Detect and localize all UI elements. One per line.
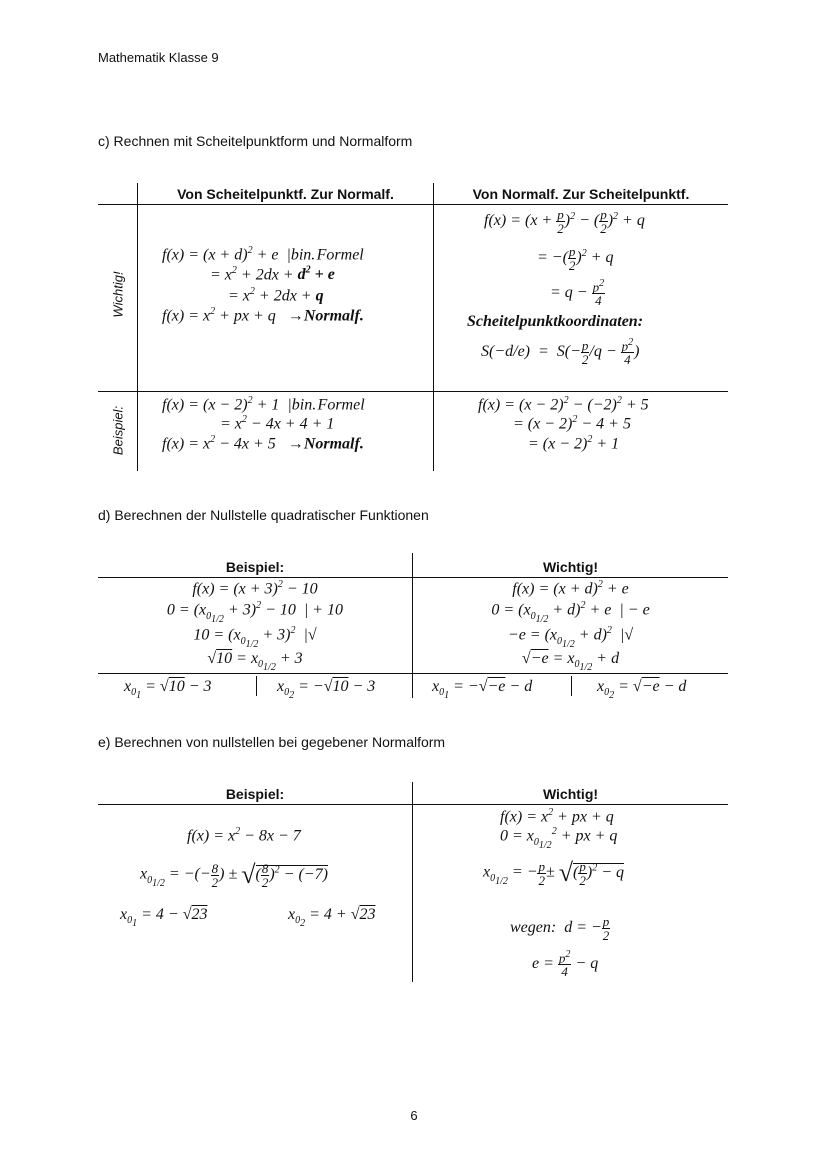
formula-line: $f(x) = x^2 - 4x + 5$ →Normalf. [162, 434, 364, 453]
page-header: Mathematik Klasse 9 [98, 50, 219, 65]
formula-line: = $(x - 2)^2 + 1$ [528, 434, 620, 453]
formula-line: $x_{0_2} = 4 + √23$ [288, 906, 376, 930]
formula-line: = q − $\frac{p^2}{4}$ [550, 278, 605, 309]
table-d-col2-header: Wichtig! [542, 559, 599, 575]
formula-line: $f(x) = (x + d)^2 + e$ [512, 579, 629, 598]
table-c-label-column-line [137, 183, 138, 471]
formula-line: S(−d/e) = S(− $\frac{p}{2}$ /q − $\frac{p^2}{4}$ ) [481, 337, 640, 368]
formula-line: $f(x) = x^2$ + px + q →Normalf. [162, 306, 364, 325]
result-x02: $x_{0_2} = √-e - d$ [597, 678, 687, 702]
formula-line: $-e = (x_{0_{1/2}} + d)^2$ |√ [507, 625, 634, 650]
formula-line: = $x^2 + 2dx + q$ [228, 286, 324, 305]
row-label-wichtig: Wichtig! [110, 271, 126, 318]
section-d-title: d) Berechnen der Nullstelle quadratischer Funktionen [98, 507, 429, 523]
section-c-title: c) Rechnen mit Scheitelpunktform und Normalform [98, 133, 413, 149]
formula-line: f(x) = (x + $\frac{p}{2}$ )$^2$ − ( $\frac{p}{2}$ )$^2$ + q [484, 207, 645, 236]
scheitelpunkt-label: Scheitelpunktkoordinaten: [467, 313, 644, 330]
result-divider [571, 676, 572, 696]
formula-line: $f(x) = (x - 2)^2 + 1$ |bin. Formel [162, 395, 365, 414]
table-c-header-line [98, 204, 728, 205]
section-e-title: e) Berechnen von nullstellen bei gegebener Normalform [98, 734, 446, 750]
formula-line: $0 = (x_{0_{1/2}} + 3)^2 - 10$ | + 10 [166, 600, 344, 625]
formula-line: e = $\frac{p^2}{4}$ − q [532, 949, 599, 980]
formula-line: $f(x) = (x - 2)^2 - (-2)^2 + 5$ [478, 395, 649, 414]
formula-line: $f(x) = (x + 3)^2 - 10$ [192, 579, 318, 598]
formula-line: = $x^2 + 2dx + d^2 + e$ [210, 265, 335, 284]
formula-line: $f(x) = x^2$ + px + q [500, 807, 614, 826]
table-e-col2-header: Wichtig! [542, 786, 599, 802]
table-c-col2-header: Von Normalf. Zur Scheitelpunktf. [472, 186, 690, 202]
formula-line: = $(x - 2)^2 - 4 + 5$ [513, 414, 631, 433]
table-c-column-line [433, 183, 434, 471]
result-x01: $x_{0_1} = √10 - 3$ [124, 678, 212, 702]
table-d-col1-header: Beispiel: [225, 559, 285, 575]
formula-line: $√-e = x_{0_{1/2}} + d$ [521, 650, 620, 674]
formula-line: $0 = (x_{0_{1/2}} + d)^2 + e$ | − e [491, 600, 650, 625]
page-number: 6 [410, 1108, 418, 1123]
table-d-header-line [98, 577, 728, 578]
result-x01: $x_{0_1} = -√-e - d$ [432, 678, 533, 702]
formula-line: $√10 = x_{0_{1/2}} + 3$ [207, 650, 303, 674]
formula-line: $x_{0_{1/2}}$ = −(− $\frac{8}{2}$ ) ± √( $\frac{8}{2}$ )$^2$ − (−7) [140, 860, 328, 890]
formula-line: $0 = x_{0_{1/2}}^2$ + px + q [500, 826, 618, 851]
result-x02: $x_{0_2} = -√10 - 3$ [277, 678, 376, 702]
formula-line: $x_{0_1} = 4 - √23$ [120, 906, 208, 930]
table-c-col1-header: Von Scheitelpunktf. Zur Normalf. [177, 186, 394, 202]
table-c-row-divider [98, 391, 728, 392]
formula-line: $f(x) = x^2 - 8x - 7$ [187, 826, 301, 845]
formula-line: $f(x) = (x + d)^2 + e$ |bin. Formel [162, 245, 364, 264]
formula-line: wegen: d = − $\frac{p}{2}$ [510, 914, 610, 943]
result-divider [256, 676, 257, 696]
formula-line: $x_{0_{1/2}}$ = − $\frac{p}{2}$ ± √( $\frac{p}{2}$ )$^2$ − q [483, 858, 624, 888]
table-e-column-line [412, 782, 413, 982]
table-e-col1-header: Beispiel: [225, 786, 285, 802]
row-label-beispiel: Beispiel: [110, 405, 126, 456]
formula-line: = $x^2 - 4x + 4 + 1$ [220, 414, 335, 433]
formula-line: $10 = (x_{0_{1/2}} + 3)^2$ |√ [193, 625, 317, 650]
table-e-header-line [98, 804, 728, 805]
formula-line: = −( $\frac{p}{2}$ )$^2$ + q [537, 244, 614, 273]
